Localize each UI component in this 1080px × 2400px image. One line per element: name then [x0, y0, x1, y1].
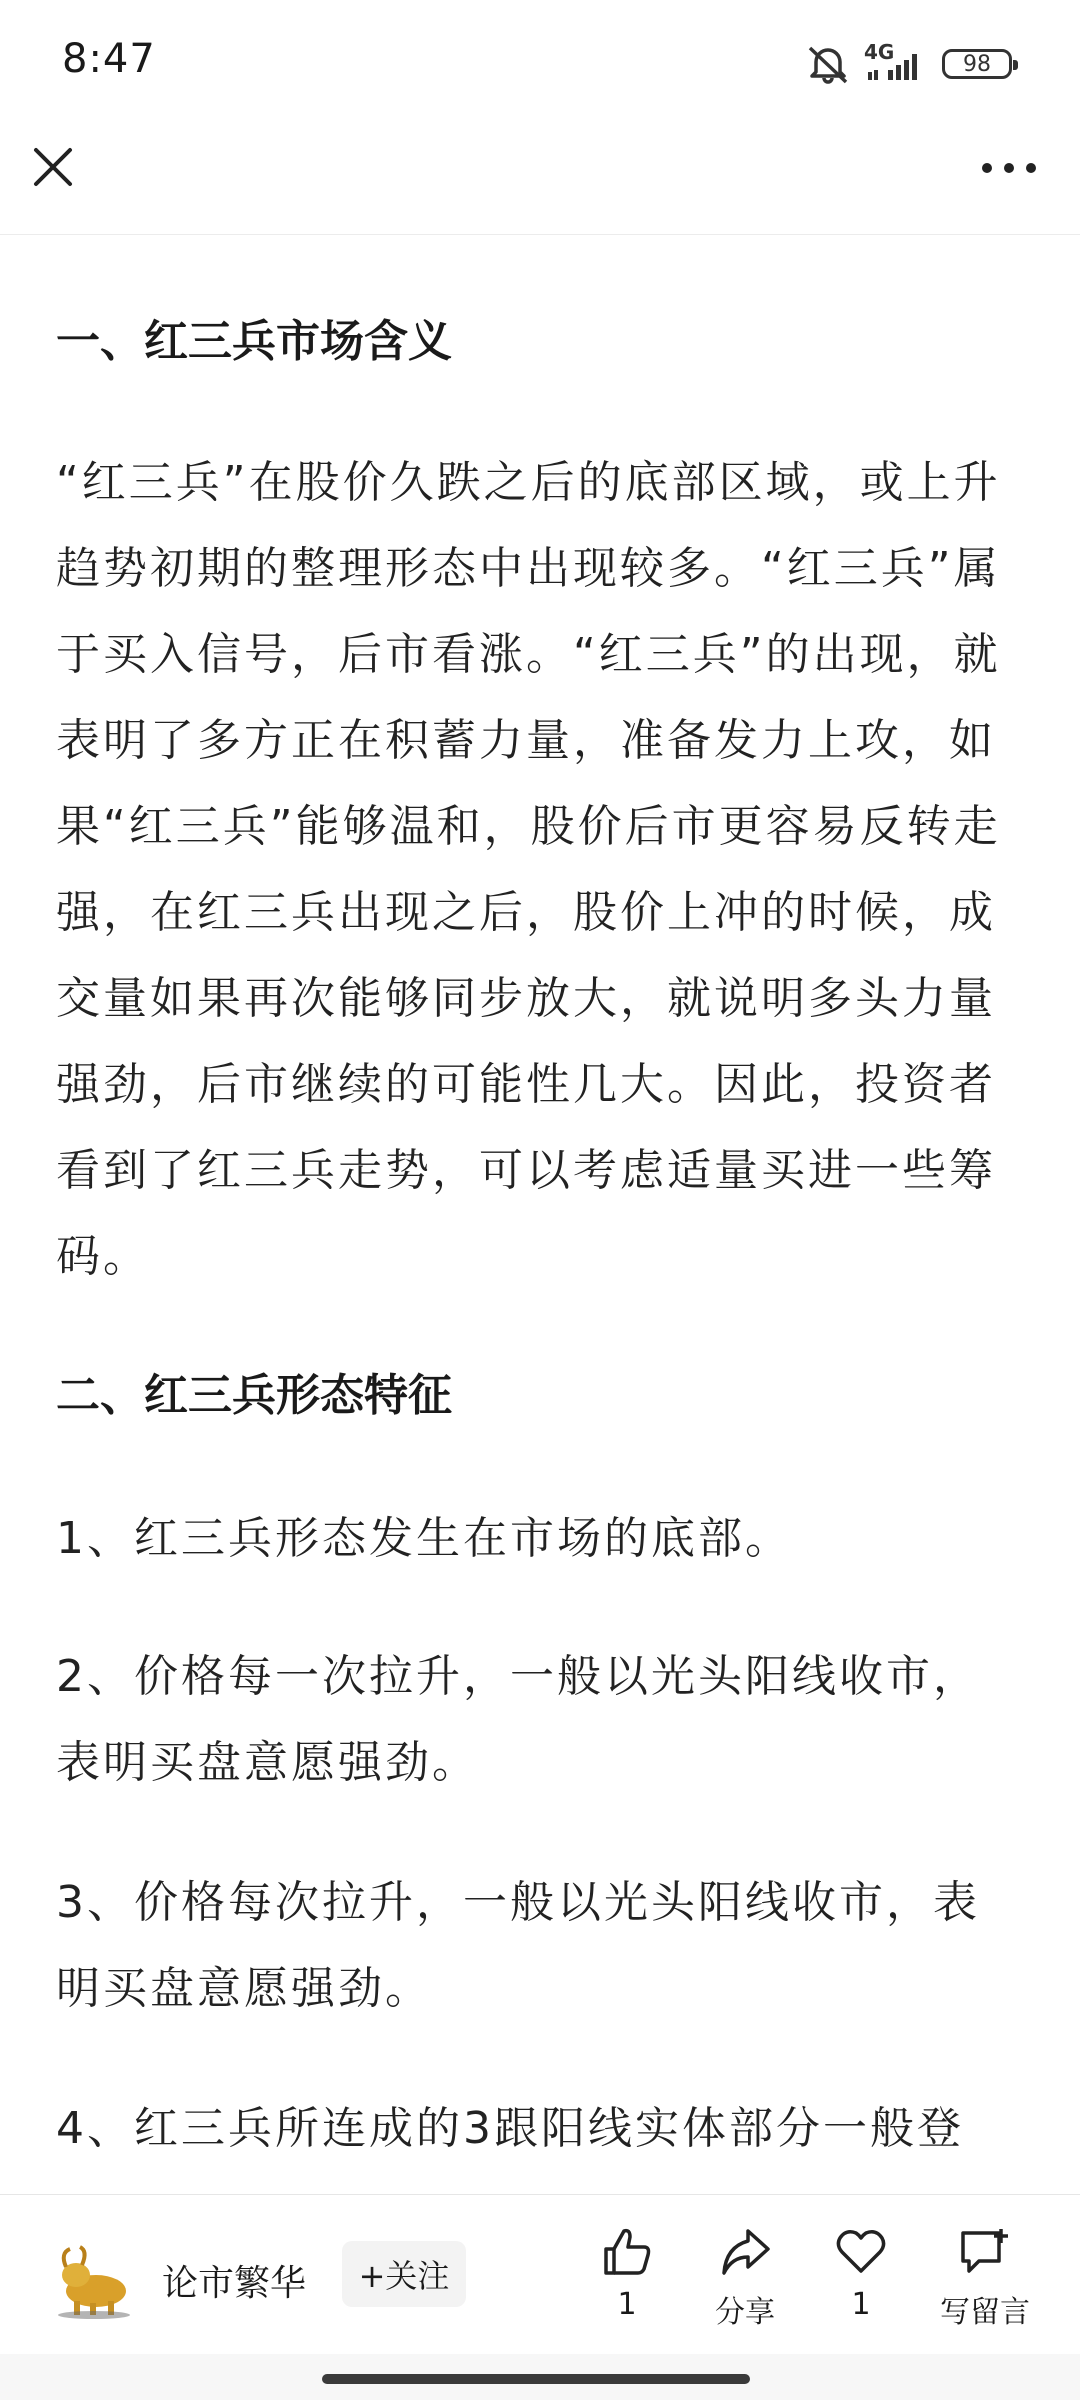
status-bar: [0, 0, 1080, 120]
like-count: 1: [617, 2287, 637, 2322]
write-comment-button[interactable]: [922, 2225, 1048, 2335]
bottom-action-bar: [0, 2194, 1080, 2355]
favorite-button[interactable]: [806, 2225, 916, 2335]
signal-icon: [864, 40, 928, 84]
bull-avatar-icon: [54, 2239, 134, 2319]
article-paragraph: “红三兵”在股价久跌之后的底部区域，或上升趋势初期的整理形态中出现较多。“红三兵”属于买入信号，后市看涨。“红三兵”的出现，就表明了多方正在积蓄力量，准备发力上攻，如果“红三兵”能够温和，股价后市更容易反转走强，在红三兵出现之后，股价上冲的时候，成交量如果再次能够同步放大，就说明多头力量强劲，后市继续的可能性几大。因此，投资者看到了红三兵走势，可以考虑适量买进一些筹码。: [56, 457, 1001, 1282]
share-button[interactable]: [690, 2225, 800, 2335]
favorite-count: 1: [851, 2287, 871, 2322]
list-item: 1、红三兵形态发生在市场的底部。: [56, 1513, 792, 1564]
follow-button[interactable]: +关注: [342, 2241, 466, 2307]
write-comment-label: 写留言: [940, 2295, 1030, 2330]
list-item: 3、价格每次拉升，一般以光头阳线收市，表明买盘意愿强劲。: [56, 1877, 980, 2014]
article-body: [56, 234, 1024, 2194]
status-icons: [806, 40, 1012, 88]
status-time: 8:47: [62, 36, 156, 82]
share-label: 分享: [715, 2295, 775, 2330]
battery-level: 98: [963, 51, 991, 77]
comment-add-icon: [957, 2225, 1013, 2279]
more-icon: [980, 158, 1038, 178]
close-button[interactable]: [28, 142, 78, 192]
heart-icon: [834, 2225, 888, 2279]
mute-icon: [806, 44, 850, 84]
network-label: 4G: [864, 40, 895, 64]
section-title: 一、红三兵市场含义: [56, 316, 452, 367]
battery-icon: [942, 49, 1012, 79]
author-name[interactable]: 论市繁华: [162, 2263, 307, 2304]
list-item: 4、红三兵所连成的3跟阳线实体部分一般登: [56, 2103, 964, 2154]
like-button[interactable]: [572, 2225, 682, 2335]
thumbs-up-icon: [600, 2225, 654, 2279]
header: [0, 120, 1080, 235]
more-button[interactable]: [980, 158, 1038, 178]
gesture-nav-area: [0, 2354, 1080, 2400]
home-indicator[interactable]: [322, 2374, 750, 2384]
list-item: 2、价格每一次拉升，一般以光头阳线收市，表明买盘意愿强劲。: [56, 1651, 980, 1788]
avatar[interactable]: [54, 2239, 134, 2319]
close-icon: [28, 142, 78, 192]
section-title: 二、红三兵形态特征: [56, 1370, 452, 1421]
share-icon: [718, 2225, 772, 2279]
